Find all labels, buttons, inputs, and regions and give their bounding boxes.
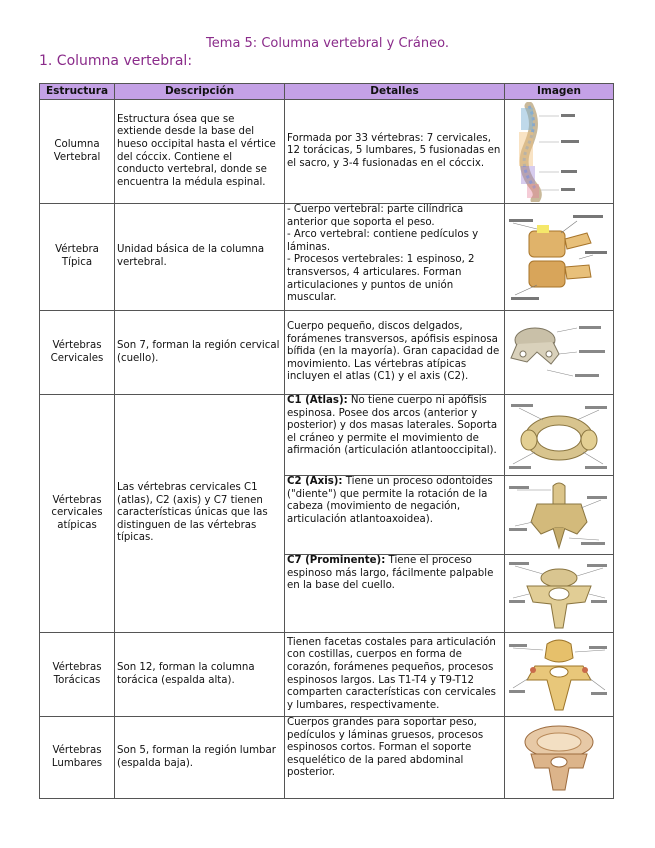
cell-detalles: Formada por 33 vértebras: 7 cervicales, 12 torácicas, 5 lumbares, 5 fusionadas en el sacro, y 3-4 fusionadas en el cóccix.: [285, 100, 505, 204]
typical-vertebra-image: [507, 209, 611, 305]
subrow-label: C1 (Atlas):: [287, 395, 348, 406]
cell-imagen: [505, 717, 614, 799]
table-row: [40, 633, 614, 717]
vertebral-column-image: [507, 102, 611, 202]
header-estructura: Estructura: [40, 84, 115, 100]
cell-estructura: Vértebras Lumbares: [40, 717, 115, 799]
cell-imagen: [505, 204, 614, 311]
cell-estructura: Columna Vertebral: [40, 100, 115, 204]
cell-detalles: [285, 555, 505, 633]
thoracic-vertebra-image: [507, 636, 611, 714]
cell-imagen: [505, 395, 614, 476]
cervical-vertebra-image: [507, 314, 611, 392]
cell-descripcion: Unidad básica de la columna vertebral.: [115, 204, 285, 311]
cell-estructura: Vértebra Típica: [40, 204, 115, 311]
detail-line: - Arco vertebral: contiene pedículos y láminas.: [287, 229, 479, 253]
table-header-row: [40, 84, 614, 100]
atlas-image: [507, 398, 611, 472]
cell-imagen: [505, 633, 614, 717]
lumbar-vertebra-image: [507, 720, 611, 796]
cell-detalles: [285, 204, 505, 311]
cell-estructura: Vértebras Cervicales: [40, 311, 115, 395]
c7-image: [507, 558, 611, 630]
axis-image: [507, 478, 611, 552]
table-row: [40, 204, 614, 311]
document-title: Tema 5: Columna vertebral y Cráneo.: [206, 36, 449, 51]
cell-imagen: [505, 100, 614, 204]
cell-imagen: [505, 311, 614, 395]
detail-line: - Cuerpo vertebral: parte cilíndrica anterior que soporta el peso.: [287, 204, 464, 228]
header-descripcion: Descripción: [115, 84, 285, 100]
cell-estructura: Vértebras cervicales atípicas: [40, 395, 115, 633]
cell-detalles: [285, 476, 505, 555]
subrow-label: C7 (Prominente):: [287, 555, 386, 566]
subrow-text: Tiene un proceso odontoides ("diente") que permite la rotación de la cabeza (movimiento de negación, articulación atlantoaxoidea).: [287, 476, 493, 525]
subrow-label: C2 (Axis):: [287, 476, 343, 487]
section-heading: 1. Columna vertebral:: [39, 53, 193, 69]
cell-descripcion: Son 12, forman la columna torácica (espalda alta).: [115, 633, 285, 717]
cell-descripcion: Las vértebras cervicales C1 (atlas), C2 (axis) y C7 tienen características únicas que las distinguen de las vértebras típicas.: [115, 395, 285, 633]
table-row: [40, 311, 614, 395]
header-detalles: Detalles: [285, 84, 505, 100]
detail-line: - Procesos vertebrales: 1 espinoso, 2 transversos, 4 articulares. Forman articulaciones y puntos de unión muscular.: [287, 254, 475, 304]
table-row: [40, 717, 614, 799]
table-row: [40, 100, 614, 204]
header-imagen: Imagen: [505, 84, 614, 100]
cell-imagen: [505, 555, 614, 633]
cell-detalles: [285, 395, 505, 476]
cell-estructura: Vértebras Torácicas: [40, 633, 115, 717]
subrow-text: Tiene el proceso espinoso más largo, fácilmente palpable en la base del cuello.: [287, 555, 494, 592]
cell-imagen: [505, 476, 614, 555]
cell-descripcion: Son 5, forman la región lumbar (espalda baja).: [115, 717, 285, 799]
cell-detalles: Cuerpo pequeño, discos delgados, forámenes transversos, apófisis espinosa bífida (en la mayoría). Gran capacidad de movimiento. Las vértebras atípicas incluyen el atlas (C1) y el axis (C2).: [285, 311, 505, 395]
cell-detalles: Tienen facetas costales para articulación con costillas, cuerpos en forma de corazón, forámenes pequeños, procesos espinosos largos. Las T1-T4 y T9-T12 comparten características con cervicales y lumbares, respectivamente.: [285, 633, 505, 717]
table-row: [40, 395, 614, 476]
cell-descripcion: Son 7, forman la región cervical (cuello).: [115, 311, 285, 395]
cell-detalles: Cuerpos grandes para soportar peso, pedículos y láminas gruesos, procesos espinosos cortos. Forman el soporte esquelético de la pared abdominal posterior.: [285, 717, 505, 799]
subrow-text: No tiene cuerpo ni apófisis espinosa. Posee dos arcos (anterior y posterior) y dos masas laterales. Soporta el cráneo y permite el movimiento de afirmación (articulación atlantooccipital).: [287, 395, 498, 457]
cell-descripcion: Estructura ósea que se extiende desde la base del hueso occipital hasta el vértice del cóccix. Contiene el conducto vertebral, donde se encuentra la médula espinal.: [115, 100, 285, 204]
vertebral-column-table: [39, 83, 614, 799]
